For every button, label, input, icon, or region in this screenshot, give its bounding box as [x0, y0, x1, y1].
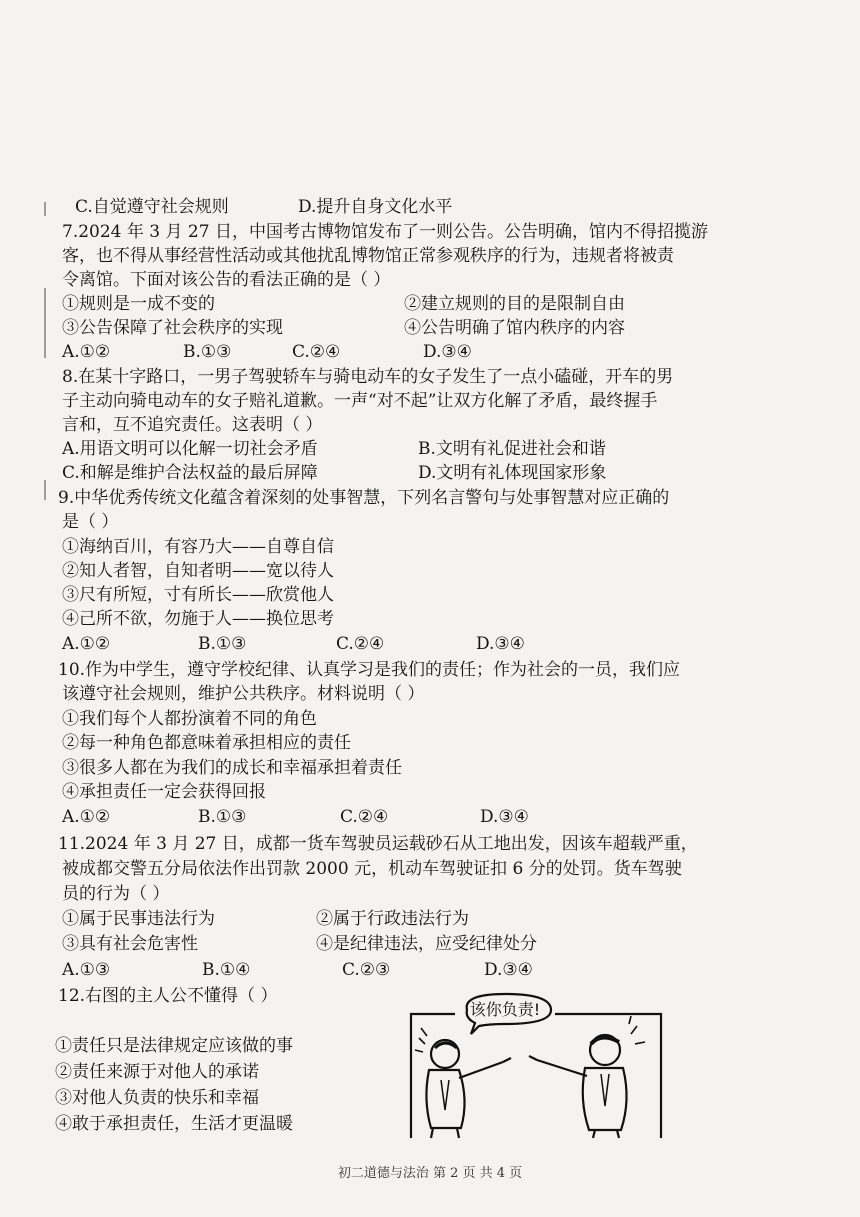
q7-option-b: B.①③ [183, 342, 232, 362]
q9-statement-1: ①海纳百川，有容乃大——自尊自信 [62, 537, 334, 557]
q12-statement-4: ④敢于承担责任，生活才更温暖 [55, 1114, 293, 1134]
q11-statement-3: ③具有社会危害性 [62, 934, 198, 954]
q10-stem-line1: 10.作为中学生，遵守学校纪律、认真学习是我们的责任；作为社会的一员，我们应 [58, 660, 681, 680]
q8-option-b: B.文明有礼促进社会和谐 [418, 439, 606, 459]
q8-option-d: D.文明有礼体现国家形象 [418, 463, 607, 483]
q11-statement-2: ②属于行政违法行为 [316, 909, 469, 929]
q6-option-d: D.提升自身文化水平 [298, 197, 453, 217]
q12-statement-1: ①责任只是法律规定应该做的事 [55, 1036, 293, 1056]
q10-statement-4: ④承担责任一定会获得回报 [62, 782, 266, 802]
q9-option-a: A.①② [62, 634, 111, 654]
q8-stem-line3: 言和，互不追究责任。这表明（ ） [62, 415, 323, 435]
q6-option-c: C.自觉遵守社会规则 [75, 197, 229, 217]
q7-statement-2: ②建立规则的目的是限制自由 [404, 294, 625, 314]
margin-mark [44, 288, 46, 358]
q9-statement-3: ③尺有所短，寸有所长——欣赏他人 [62, 585, 334, 605]
q9-option-c: C.②④ [336, 634, 385, 654]
q11-option-c: C.②③ [342, 960, 391, 980]
q12-statement-2: ②责任来源于对他人的承诺 [55, 1062, 259, 1082]
margin-mark [44, 480, 46, 500]
q10-option-d: D.③④ [480, 807, 529, 827]
q8-option-c: C.和解是维护合法权益的最后屏障 [62, 463, 318, 483]
q9-stem-line2: 是（ ） [62, 512, 119, 532]
q7-option-d: D.③④ [423, 342, 472, 362]
q10-option-a: A.①② [62, 807, 111, 827]
q11-option-b: B.①④ [202, 960, 251, 980]
q8-stem-line1: 8.在某十字路口，一男子驾驶轿车与骑电动车的女子发生了一点小磕碰，开车的男 [62, 367, 674, 387]
q9-statement-4: ④己所不欲，勿施于人——换位思考 [62, 609, 334, 629]
q11-option-d: D.③④ [484, 960, 533, 980]
q9-stem-line1: 9.中华优秀传统文化蕴含着深刻的处事智慧，下列名言警句与处事智慧对应正确的 [58, 488, 670, 508]
q11-stem-line3: 员的行为（ ） [62, 884, 170, 904]
q10-statement-3: ③很多人都在为我们的成长和幸福承担着责任 [62, 758, 402, 778]
q10-statement-2: ②每一种角色都意味着承担相应的责任 [62, 733, 351, 753]
q9-statement-2: ②知人者智，自知者明——宽以待人 [62, 561, 334, 581]
q7-stem-line1: 7.2024 年 3 月 27 日，中国考古博物馆发布了一则公告。公告明确，馆内不得招揽游 [62, 222, 708, 242]
q11-stem-line2: 被成都交警五分局依法作出罚款 2000 元，机动车驾驶证扣 6 分的处罚。货车驾驶 [62, 859, 682, 879]
q10-stem-line2: 该遵守社会规则，维护公共秩序。材料说明（ ） [62, 684, 425, 704]
q12-stem: 12.右图的主人公不懂得（ ） [58, 986, 278, 1006]
cartoon-blame-illustration [405, 990, 667, 1140]
q8-stem-line2: 子主动向骑电动车的女子赔礼道歉。一声“对不起”让双方化解了矛盾，最终握手 [62, 391, 658, 411]
q7-statement-1: ①规则是一成不变的 [62, 294, 215, 314]
q7-option-a: A.①② [62, 342, 111, 362]
q7-stem-line3: 令离馆。下面对该公告的看法正确的是（ ） [62, 270, 391, 290]
q12-statement-3: ③对他人负责的快乐和幸福 [55, 1088, 259, 1108]
q7-statement-4: ④公告明确了馆内秩序的内容 [404, 318, 625, 338]
q9-option-d: D.③④ [476, 634, 525, 654]
q11-stem-line1: 11.2024 年 3 月 27 日，成都一货车驾驶员运载砂石从工地出发，因该车超载严重， [58, 834, 698, 854]
q10-statement-1: ①我们每个人都扮演着不同的角色 [62, 709, 317, 729]
q10-option-c: C.②④ [340, 807, 389, 827]
q7-statement-3: ③公告保障了社会秩序的实现 [62, 318, 283, 338]
q11-statement-4: ④是纪律违法，应受纪律处分 [316, 934, 537, 954]
margin-mark [44, 202, 46, 216]
q7-option-c: C.②④ [292, 342, 341, 362]
page-footer: 初二道德与法治 第 2 页 共 4 页 [337, 1166, 523, 1181]
q8-option-a: A.用语文明可以化解一切社会矛盾 [62, 439, 318, 459]
q11-statement-1: ①属于民事违法行为 [62, 909, 215, 929]
q7-stem-line2: 客，也不得从事经营性活动或其他扰乱博物馆正常参观秩序的行为，违规者将被责 [62, 246, 674, 266]
q9-option-b: B.①③ [198, 634, 247, 654]
q11-option-a: A.①③ [62, 960, 111, 980]
speech-bubble-text: 该你负责! [469, 1000, 541, 1019]
q10-option-b: B.①③ [198, 807, 247, 827]
